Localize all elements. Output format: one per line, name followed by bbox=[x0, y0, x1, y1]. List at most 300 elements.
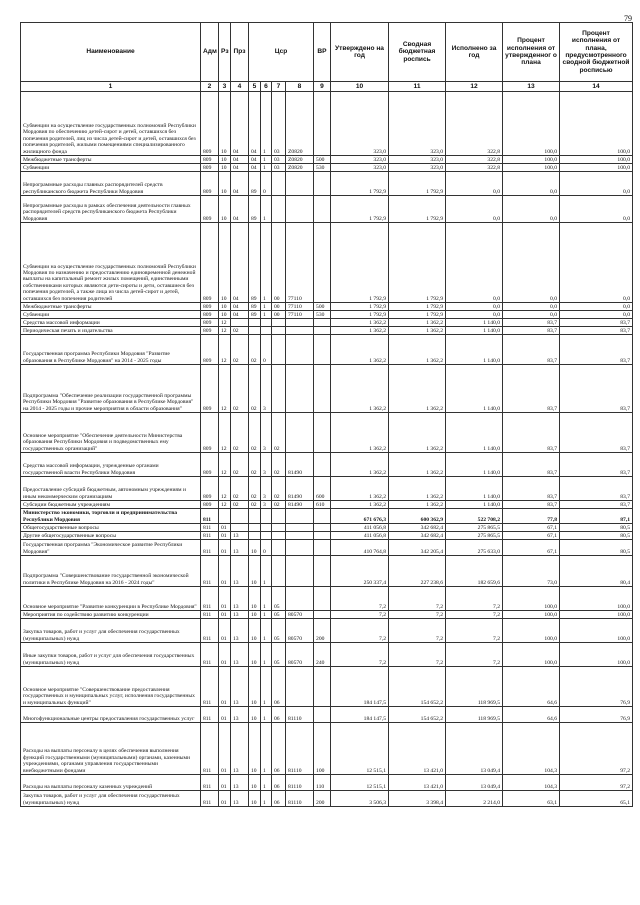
cell-csr-program bbox=[249, 532, 261, 540]
cell-adm: 809 bbox=[201, 501, 219, 509]
cell-rz: 01 bbox=[219, 667, 231, 707]
cell-consolidated: 1 362,2 bbox=[389, 477, 446, 501]
cell-consolidated: 1 362,2 bbox=[389, 327, 446, 335]
cell-rz: 10 bbox=[219, 311, 231, 319]
cell-prz: 02 bbox=[231, 453, 249, 477]
column-number: 11 bbox=[389, 82, 446, 92]
cell-csr-subprogram: 0 bbox=[261, 335, 272, 365]
row-name: Субвенции на осуществление государственных полномочий Республики Мордовия по назначению и предоставлению единовременной денежной выплаты на капитальный ремонт жилых помещений, единственными собственниками которых являются дети-сироты и дети, оставшиеся без попечения родителей, а также лица из числа детей-сирот и детей, оставшихся без попечения родителей bbox=[21, 223, 201, 303]
cell-consolidated: 1 792,9 bbox=[389, 311, 446, 319]
cell-executed: 0,0 bbox=[446, 303, 503, 311]
cell-approved: 250 337,4 bbox=[331, 556, 389, 587]
cell-prz bbox=[231, 524, 249, 532]
cell-csr-direction: 81490 bbox=[286, 477, 314, 501]
cell-executed: 7,2 bbox=[446, 611, 503, 619]
cell-consolidated: 323,0 bbox=[389, 156, 446, 164]
cell-csr-program: 04 bbox=[249, 156, 261, 164]
cell-csr-direction: 80570 bbox=[286, 643, 314, 667]
cell-approved: 12 515,1 bbox=[331, 775, 389, 791]
cell-prz: 02 bbox=[231, 365, 249, 413]
cell-csr-direction bbox=[286, 556, 314, 587]
cell-prz: 04 bbox=[231, 172, 249, 196]
cell-pct-list: 100,0 bbox=[560, 611, 633, 619]
cell-vr: 100 bbox=[314, 723, 331, 775]
cell-executed: 1 140,0 bbox=[446, 477, 503, 501]
cell-csr-program: 02 bbox=[249, 501, 261, 509]
cell-approved: 7,2 bbox=[331, 619, 389, 643]
cell-vr bbox=[314, 335, 331, 365]
cell-approved: 1 362,2 bbox=[331, 413, 389, 453]
cell-approved: 1 792,9 bbox=[331, 196, 389, 223]
cell-consolidated: 7,2 bbox=[389, 643, 446, 667]
cell-approved: 184 147,5 bbox=[331, 707, 389, 723]
cell-vr: 200 bbox=[314, 791, 331, 807]
table-row bbox=[21, 223, 633, 303]
cell-prz: 04 bbox=[231, 223, 249, 303]
cell-pct-plan: 67,1 bbox=[503, 524, 560, 532]
cell-pct-plan: 83,7 bbox=[503, 453, 560, 477]
cell-consolidated: 323,0 bbox=[389, 164, 446, 172]
cell-csr-event bbox=[272, 196, 286, 223]
header-rz: Рз bbox=[219, 23, 231, 82]
table-row bbox=[21, 667, 633, 707]
cell-pct-plan: 0,0 bbox=[503, 311, 560, 319]
cell-adm: 811 bbox=[201, 707, 219, 723]
cell-prz: 04 bbox=[231, 164, 249, 172]
cell-consolidated: 7,2 bbox=[389, 619, 446, 643]
cell-csr-event bbox=[272, 532, 286, 540]
cell-csr-program: 04 bbox=[249, 92, 261, 156]
cell-pct-plan: 100,0 bbox=[503, 156, 560, 164]
cell-pct-list: 100,0 bbox=[560, 619, 633, 643]
cell-approved: 1 362,2 bbox=[331, 501, 389, 509]
cell-executed: 322,8 bbox=[446, 156, 503, 164]
cell-consolidated: 154 652,2 bbox=[389, 667, 446, 707]
cell-pct-plan: 67,1 bbox=[503, 540, 560, 556]
header-prz: Прз bbox=[231, 23, 249, 82]
cell-executed: 7,2 bbox=[446, 587, 503, 611]
cell-pct-list: 100,0 bbox=[560, 587, 633, 611]
cell-pct-list: 76,9 bbox=[560, 707, 633, 723]
cell-pct-plan: 83,7 bbox=[503, 413, 560, 453]
cell-pct-list: 65,1 bbox=[560, 791, 633, 807]
cell-executed: 522 708,2 bbox=[446, 509, 503, 524]
cell-pct-list: 0,0 bbox=[560, 303, 633, 311]
cell-rz: 12 bbox=[219, 365, 231, 413]
cell-executed: 322,8 bbox=[446, 92, 503, 156]
cell-csr-program: 10 bbox=[249, 556, 261, 587]
cell-csr-subprogram: 3 bbox=[261, 501, 272, 509]
cell-pct-list: 97,2 bbox=[560, 775, 633, 791]
cell-csr-program bbox=[249, 327, 261, 335]
cell-approved: 184 147,5 bbox=[331, 667, 389, 707]
column-number: 7 bbox=[272, 82, 286, 92]
cell-approved: 7,2 bbox=[331, 643, 389, 667]
cell-csr-event: 06 bbox=[272, 723, 286, 775]
cell-csr-subprogram: 1 bbox=[261, 619, 272, 643]
cell-adm: 811 bbox=[201, 540, 219, 556]
cell-rz: 12 bbox=[219, 319, 231, 327]
cell-adm: 811 bbox=[201, 587, 219, 611]
cell-csr-direction bbox=[286, 524, 314, 532]
cell-vr: 500 bbox=[314, 303, 331, 311]
table-row bbox=[21, 619, 633, 643]
cell-prz: 13 bbox=[231, 556, 249, 587]
cell-csr-direction: 77110 bbox=[286, 223, 314, 303]
cell-approved: 1 792,9 bbox=[331, 223, 389, 303]
cell-pct-list: 83,7 bbox=[560, 335, 633, 365]
cell-consolidated: 323,0 bbox=[389, 92, 446, 156]
cell-prz: 13 bbox=[231, 791, 249, 807]
cell-csr-program: 10 bbox=[249, 707, 261, 723]
cell-pct-plan: 63,1 bbox=[503, 791, 560, 807]
cell-consolidated: 1 362,2 bbox=[389, 365, 446, 413]
cell-csr-event: 03 bbox=[272, 164, 286, 172]
header-pct-list: Процент исполнения от плана, предусмотренного сводной бюджетной росписью bbox=[560, 23, 633, 82]
cell-approved: 3 506,3 bbox=[331, 791, 389, 807]
row-name: Непрограммные расходы в рамках обеспечения деятельности главных распорядителей средств республиканского бюджета Республики Мордовия bbox=[21, 196, 201, 223]
cell-pct-list: 80,5 bbox=[560, 524, 633, 532]
row-name: Министерство экономики, торговли и предпринимательства Республики Мордовия bbox=[21, 509, 201, 524]
cell-csr-event bbox=[272, 172, 286, 196]
cell-csr-event: 05 bbox=[272, 619, 286, 643]
row-name: Межбюджетные трансферты bbox=[21, 156, 201, 164]
cell-csr-direction: 81110 bbox=[286, 723, 314, 775]
cell-executed: 322,8 bbox=[446, 164, 503, 172]
cell-adm: 811 bbox=[201, 509, 219, 524]
cell-pct-list: 100,0 bbox=[560, 92, 633, 156]
cell-csr-direction: 77110 bbox=[286, 303, 314, 311]
cell-consolidated: 342 682,4 bbox=[389, 532, 446, 540]
cell-csr-event bbox=[272, 556, 286, 587]
cell-adm: 811 bbox=[201, 532, 219, 540]
row-name: Субвенции bbox=[21, 311, 201, 319]
row-name: Периодическая печать и издательства bbox=[21, 327, 201, 335]
cell-csr-program: 02 bbox=[249, 365, 261, 413]
row-name: Подпрограмма "Совершенствование государственной экономической политики в Республике Мордовия на 2016 - 2024 годы" bbox=[21, 556, 201, 587]
cell-csr-event bbox=[272, 335, 286, 365]
header-consolidated: Сводная бюджетная роспись bbox=[389, 23, 446, 82]
cell-csr-subprogram: 1 bbox=[261, 196, 272, 223]
cell-adm: 811 bbox=[201, 643, 219, 667]
row-name: Мероприятия по содействию развитию конкуренции bbox=[21, 611, 201, 619]
cell-pct-list: 83,7 bbox=[560, 319, 633, 327]
cell-csr-program: 10 bbox=[249, 540, 261, 556]
table-row bbox=[21, 319, 633, 327]
cell-vr bbox=[314, 540, 331, 556]
column-number: 1 bbox=[21, 82, 201, 92]
cell-pct-list: 83,7 bbox=[560, 327, 633, 335]
cell-csr-subprogram bbox=[261, 327, 272, 335]
cell-vr bbox=[314, 223, 331, 303]
cell-rz: 10 bbox=[219, 156, 231, 164]
cell-rz: 01 bbox=[219, 587, 231, 611]
row-name: Расходы на выплаты персоналу казенных учреждений bbox=[21, 775, 201, 791]
cell-prz: 04 bbox=[231, 92, 249, 156]
cell-executed: 275 865,5 bbox=[446, 524, 503, 532]
column-number: 8 bbox=[286, 82, 314, 92]
cell-csr-event: 00 bbox=[272, 223, 286, 303]
cell-prz: 13 bbox=[231, 723, 249, 775]
table-row bbox=[21, 723, 633, 775]
cell-rz: 10 bbox=[219, 92, 231, 156]
cell-executed: 13 049,4 bbox=[446, 723, 503, 775]
cell-adm: 811 bbox=[201, 791, 219, 807]
row-name: Непрограммные расходы главных распорядителей средств республиканского бюджета Республики Мордовия bbox=[21, 172, 201, 196]
cell-csr-subprogram bbox=[261, 509, 272, 524]
cell-pct-plan: 64,6 bbox=[503, 667, 560, 707]
header-name: Наименование bbox=[21, 23, 201, 82]
cell-csr-program: 10 bbox=[249, 775, 261, 791]
cell-consolidated: 3 398,4 bbox=[389, 791, 446, 807]
cell-executed: 7,2 bbox=[446, 643, 503, 667]
cell-csr-program: 89 bbox=[249, 303, 261, 311]
cell-adm: 809 bbox=[201, 365, 219, 413]
row-name: Основное мероприятие "Совершенствование предоставления государственных и муниципальных услуг, исполнения государственных и муниципальных функций" bbox=[21, 667, 201, 707]
cell-pct-plan: 100,0 bbox=[503, 92, 560, 156]
column-number: 3 bbox=[219, 82, 231, 92]
cell-csr-program: 89 bbox=[249, 223, 261, 303]
cell-csr-subprogram bbox=[261, 319, 272, 327]
cell-csr-direction: 81110 bbox=[286, 775, 314, 791]
cell-csr-event bbox=[272, 524, 286, 532]
cell-approved: 7,2 bbox=[331, 587, 389, 611]
column-number-row bbox=[21, 82, 633, 92]
cell-csr-program bbox=[249, 319, 261, 327]
cell-prz: 13 bbox=[231, 619, 249, 643]
cell-csr-direction: 81490 bbox=[286, 501, 314, 509]
cell-csr-event: 00 bbox=[272, 311, 286, 319]
cell-csr-program bbox=[249, 524, 261, 532]
row-name: Основное мероприятие "Развитие конкуренции в Республике Мордовия" bbox=[21, 587, 201, 611]
column-number: 6 bbox=[261, 82, 272, 92]
cell-csr-program: 89 bbox=[249, 196, 261, 223]
cell-csr-subprogram: 1 bbox=[261, 587, 272, 611]
cell-prz: 02 bbox=[231, 327, 249, 335]
column-number: 13 bbox=[503, 82, 560, 92]
cell-prz: 04 bbox=[231, 311, 249, 319]
cell-pct-plan: 100,0 bbox=[503, 164, 560, 172]
cell-rz: 01 bbox=[219, 532, 231, 540]
cell-approved: 1 792,9 bbox=[331, 303, 389, 311]
cell-rz: 01 bbox=[219, 540, 231, 556]
cell-csr-event: 05 bbox=[272, 643, 286, 667]
cell-executed: 7,2 bbox=[446, 619, 503, 643]
cell-rz: 12 bbox=[219, 453, 231, 477]
column-number: 5 bbox=[249, 82, 261, 92]
cell-vr bbox=[314, 92, 331, 156]
cell-executed: 1 140,0 bbox=[446, 327, 503, 335]
cell-adm: 809 bbox=[201, 303, 219, 311]
cell-csr-subprogram: 3 bbox=[261, 365, 272, 413]
cell-adm: 809 bbox=[201, 335, 219, 365]
column-number: 4 bbox=[231, 82, 249, 92]
cell-csr-direction: 80570 bbox=[286, 611, 314, 619]
row-name: Основное мероприятие "Обеспечение деятельности Министерства образования Республики Мордовия и подведомственных ему государственных организаций" bbox=[21, 413, 201, 453]
cell-vr bbox=[314, 509, 331, 524]
cell-approved: 1 362,2 bbox=[331, 319, 389, 327]
cell-adm: 811 bbox=[201, 524, 219, 532]
cell-consolidated: 7,2 bbox=[389, 587, 446, 611]
cell-vr bbox=[314, 453, 331, 477]
cell-csr-direction bbox=[286, 319, 314, 327]
cell-rz: 10 bbox=[219, 172, 231, 196]
cell-csr-subprogram: 1 bbox=[261, 92, 272, 156]
header-approved: Утверждено на год bbox=[331, 23, 389, 82]
cell-rz: 01 bbox=[219, 775, 231, 791]
cell-pct-plan: 83,7 bbox=[503, 335, 560, 365]
cell-csr-subprogram: 0 bbox=[261, 540, 272, 556]
table-row bbox=[21, 413, 633, 453]
cell-adm: 809 bbox=[201, 311, 219, 319]
cell-rz: 01 bbox=[219, 643, 231, 667]
cell-csr-subprogram: 1 bbox=[261, 164, 272, 172]
cell-csr-program: 89 bbox=[249, 311, 261, 319]
cell-adm: 811 bbox=[201, 556, 219, 587]
table-row bbox=[21, 707, 633, 723]
cell-csr-direction bbox=[286, 540, 314, 556]
cell-pct-list: 76,9 bbox=[560, 667, 633, 707]
cell-pct-list: 83,7 bbox=[560, 477, 633, 501]
cell-consolidated: 227 238,6 bbox=[389, 556, 446, 587]
cell-csr-direction bbox=[286, 532, 314, 540]
cell-csr-event: 02 bbox=[272, 477, 286, 501]
cell-prz: 13 bbox=[231, 532, 249, 540]
column-number: 2 bbox=[201, 82, 219, 92]
cell-pct-list: 100,0 bbox=[560, 164, 633, 172]
cell-vr bbox=[314, 532, 331, 540]
header-vr: ВР bbox=[314, 23, 331, 82]
cell-consolidated: 13 421,0 bbox=[389, 723, 446, 775]
cell-vr bbox=[314, 365, 331, 413]
cell-csr-direction bbox=[286, 196, 314, 223]
cell-pct-list: 100,0 bbox=[560, 643, 633, 667]
cell-consolidated: 1 362,2 bbox=[389, 501, 446, 509]
column-number: 14 bbox=[560, 82, 633, 92]
row-name: Государственная программа "Экономическое развитие Республики Мордовия" bbox=[21, 540, 201, 556]
cell-pct-plan: 64,6 bbox=[503, 707, 560, 723]
cell-consolidated: 342 205,4 bbox=[389, 540, 446, 556]
cell-csr-direction: Z0820 bbox=[286, 156, 314, 164]
cell-adm: 811 bbox=[201, 723, 219, 775]
cell-pct-plan: 83,7 bbox=[503, 327, 560, 335]
cell-adm: 809 bbox=[201, 413, 219, 453]
cell-consolidated: 1 362,2 bbox=[389, 335, 446, 365]
cell-csr-direction bbox=[286, 667, 314, 707]
cell-consolidated: 600 362,9 bbox=[389, 509, 446, 524]
cell-pct-list: 0,0 bbox=[560, 223, 633, 303]
cell-consolidated: 154 652,2 bbox=[389, 707, 446, 723]
cell-csr-direction: 81110 bbox=[286, 791, 314, 807]
cell-pct-list: 83,7 bbox=[560, 413, 633, 453]
table-row bbox=[21, 501, 633, 509]
table-row bbox=[21, 196, 633, 223]
cell-vr: 110 bbox=[314, 775, 331, 791]
cell-csr-direction: 81490 bbox=[286, 453, 314, 477]
table-row bbox=[21, 311, 633, 319]
cell-csr-subprogram: 1 bbox=[261, 791, 272, 807]
cell-adm: 811 bbox=[201, 775, 219, 791]
cell-approved: 323,0 bbox=[331, 92, 389, 156]
cell-pct-plan: 73,0 bbox=[503, 556, 560, 587]
cell-pct-list: 0,0 bbox=[560, 311, 633, 319]
cell-csr-event: 02 bbox=[272, 501, 286, 509]
cell-vr bbox=[314, 587, 331, 611]
cell-adm: 811 bbox=[201, 619, 219, 643]
row-name: Общегосударственные вопросы bbox=[21, 524, 201, 532]
cell-vr: 500 bbox=[314, 156, 331, 164]
cell-rz: 01 bbox=[219, 611, 231, 619]
column-number: 12 bbox=[446, 82, 503, 92]
cell-executed: 1 140,0 bbox=[446, 365, 503, 413]
cell-csr-program: 04 bbox=[249, 164, 261, 172]
table-row bbox=[21, 327, 633, 335]
cell-pct-list: 100,0 bbox=[560, 156, 633, 164]
cell-prz: 04 bbox=[231, 156, 249, 164]
cell-consolidated: 7,2 bbox=[389, 611, 446, 619]
table-row bbox=[21, 509, 633, 524]
cell-consolidated: 13 421,0 bbox=[389, 775, 446, 791]
cell-executed: 0,0 bbox=[446, 196, 503, 223]
cell-prz: 13 bbox=[231, 707, 249, 723]
cell-csr-subprogram: 1 bbox=[261, 707, 272, 723]
cell-csr-program: 10 bbox=[249, 791, 261, 807]
cell-executed: 1 140,0 bbox=[446, 319, 503, 327]
cell-csr-program: 10 bbox=[249, 667, 261, 707]
cell-vr bbox=[314, 327, 331, 335]
cell-csr-subprogram: 1 bbox=[261, 667, 272, 707]
cell-pct-plan: 83,7 bbox=[503, 501, 560, 509]
cell-executed: 1 140,0 bbox=[446, 501, 503, 509]
cell-prz: 02 bbox=[231, 335, 249, 365]
cell-rz: 01 bbox=[219, 723, 231, 775]
cell-approved: 671 676,3 bbox=[331, 509, 389, 524]
cell-consolidated: 1 792,9 bbox=[389, 303, 446, 311]
cell-csr-subprogram: 3 bbox=[261, 453, 272, 477]
cell-csr-program: 10 bbox=[249, 611, 261, 619]
cell-pct-list: 83,7 bbox=[560, 365, 633, 413]
cell-executed: 118 969,5 bbox=[446, 707, 503, 723]
cell-prz: 04 bbox=[231, 303, 249, 311]
cell-prz: 13 bbox=[231, 587, 249, 611]
cell-csr-event: 03 bbox=[272, 156, 286, 164]
cell-csr-subprogram: 1 bbox=[261, 723, 272, 775]
cell-approved: 1 362,2 bbox=[331, 453, 389, 477]
cell-approved: 323,0 bbox=[331, 156, 389, 164]
cell-prz: 02 bbox=[231, 501, 249, 509]
cell-adm: 809 bbox=[201, 477, 219, 501]
cell-rz: 10 bbox=[219, 303, 231, 311]
cell-approved: 1 362,2 bbox=[331, 335, 389, 365]
row-name: Субсидии бюджетным учреждениям bbox=[21, 501, 201, 509]
cell-rz: 01 bbox=[219, 619, 231, 643]
cell-pct-plan: 0,0 bbox=[503, 196, 560, 223]
cell-csr-subprogram bbox=[261, 532, 272, 540]
cell-csr-direction bbox=[286, 172, 314, 196]
row-name: Межбюджетные трансферты bbox=[21, 303, 201, 311]
cell-consolidated: 1 362,2 bbox=[389, 413, 446, 453]
cell-approved: 7,2 bbox=[331, 611, 389, 619]
cell-pct-plan: 104,3 bbox=[503, 723, 560, 775]
row-name: Средства массовой информации, учрежденные органами государственной власти Республики Мордовия bbox=[21, 453, 201, 477]
table-row bbox=[21, 156, 633, 164]
table-row bbox=[21, 92, 633, 156]
cell-approved: 1 362,2 bbox=[331, 365, 389, 413]
cell-csr-event: 00 bbox=[272, 303, 286, 311]
cell-csr-direction bbox=[286, 327, 314, 335]
cell-vr: 240 bbox=[314, 643, 331, 667]
cell-csr-program: 02 bbox=[249, 413, 261, 453]
